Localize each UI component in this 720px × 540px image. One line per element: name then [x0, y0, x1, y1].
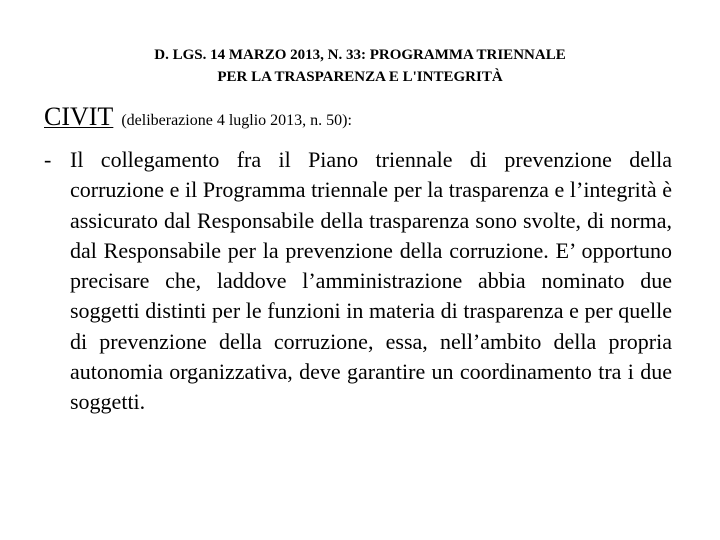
- slide-title-line-1: D. LGS. 14 MARZO 2013, N. 33: PROGRAMMA TRIENNALE: [154, 47, 566, 63]
- bullet-item: [44, 145, 672, 418]
- bullet-marker: -: [44, 147, 52, 172]
- subheading: [44, 100, 684, 138]
- slide-title-line-2: PER LA TRASPARENZA E L'INTEGRITÀ: [217, 69, 503, 85]
- subheading-reference: (deliberazione 4 luglio 2013, n. 50):: [121, 112, 352, 129]
- bullet-text: Il collegamento fra il Piano triennale di prevenzione della corruzione e il Programma triennale per la trasparenza e l’integrità è assicurato dal Responsabile della trasparenza sono svolte, di norma, dal Responsabile per la prevenzione della corruzione. E’ opportuno precisare che, laddove l’amministrazione abbia nominato due soggetti distinti per le funzioni in materia di trasparenza e per quelle di prevenzione della corruzione, essa, nell’ambito della propria autonomia organizzativa, deve garantire un coordinamento tra i due soggetti.: [70, 147, 672, 415]
- slide-title: [60, 44, 660, 88]
- subheading-org: CIVIT: [44, 102, 114, 131]
